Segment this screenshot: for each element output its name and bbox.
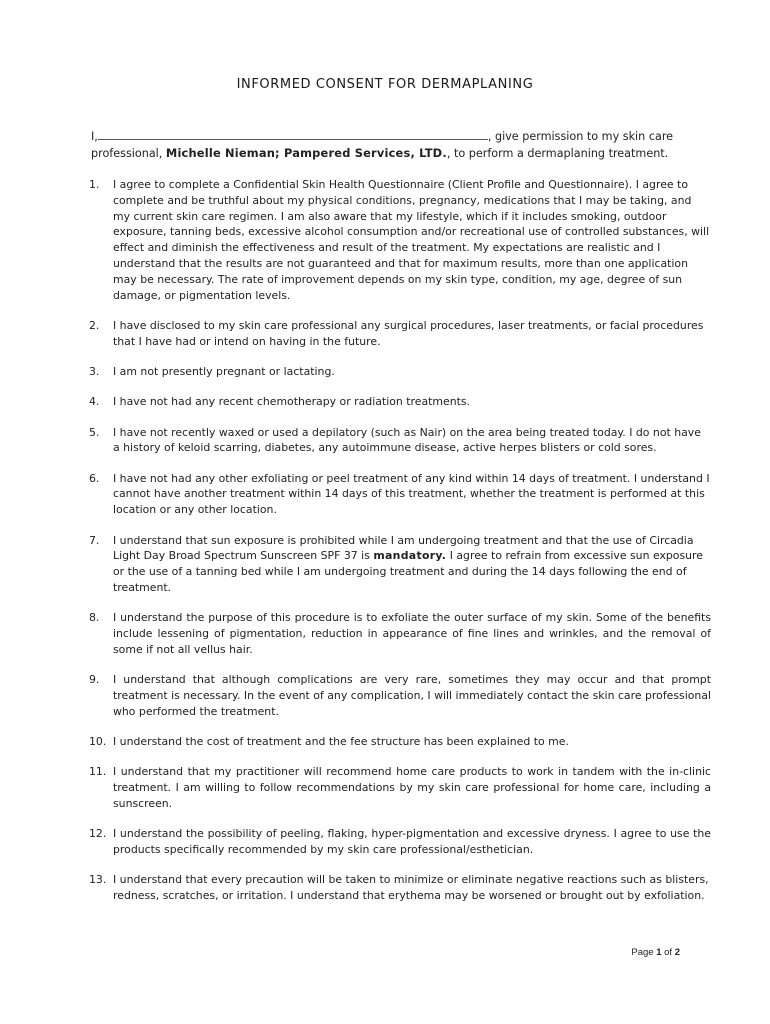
consent-item: [89, 364, 711, 380]
consent-item: [89, 533, 711, 596]
item-text-after: I agree to refrain from excessive sun exposure or the use of a tanning bed while I am undergoing treatment and during the 14 days following the end of treatment.: [113, 549, 703, 594]
item-number: 8.: [89, 611, 100, 625]
item-text: I understand that my practitioner will recommend home care products to work in tandem with the in-clinic treatment. I am willing to follow recommendations by my skin care professional for home care, including a sunscreen.: [113, 765, 711, 810]
item-number: 2.: [89, 318, 100, 332]
consent-intro: [91, 128, 711, 162]
intro-after-blank: , give permission to my skin care: [487, 130, 674, 143]
consent-item: [89, 826, 711, 858]
item-number: 6.: [89, 471, 100, 485]
item-number: 7.: [89, 533, 100, 547]
item-text: I understand the purpose of this procedure is to exfoliate the outer surface of my skin. Some of the benefits include lessening of pigmentation, reduction in appearance of fine lines and wrinkles, and the removal of some if not all vellus hair.: [113, 611, 711, 656]
item-text: I have not had any recent chemotherapy or radiation treatments.: [113, 395, 471, 409]
item-text: I am not presently pregnant or lactating.: [113, 364, 335, 378]
item-text: [113, 534, 703, 594]
item-number: 10.: [89, 735, 107, 749]
item-text: I understand that although complications are very rare, sometimes they may occur and that prompt treatment is necessary. In the event of any complication, I will immediately contact the skin care professional who performed the treatment.: [113, 673, 711, 718]
item-text: I understand that every precaution will be taken to minimize or eliminate negative reactions such as blisters, redness, scratches, or irritation. I understand that erythema may be worsened or brought out by exfoliation.: [113, 873, 709, 903]
item-number: 11.: [89, 765, 107, 779]
document-title: INFORMED CONSENT FOR DERMAPLANING: [236, 77, 534, 92]
consent-items-list: [89, 177, 711, 918]
consent-item: [89, 177, 711, 303]
page-footer: [560, 947, 680, 958]
consent-item: [89, 872, 711, 904]
client-name-blank-line: [98, 128, 488, 140]
item-number: 5.: [89, 425, 100, 439]
intro-line2-prefix: professional,: [91, 147, 163, 160]
item-text: I have disclosed to my skin care professional any surgical procedures, laser treatments, or facial procedures that I have had or intend on having in the future.: [113, 318, 704, 348]
intro-line2-suffix: , to perform a dermaplaning treatment.: [446, 147, 669, 160]
consent-item: [89, 672, 711, 719]
item-number: 13.: [89, 873, 107, 887]
consent-item: [89, 610, 711, 657]
provider-name: Michelle Nieman; Pampered Services, LTD.: [165, 146, 447, 160]
item-text: I understand the possibility of peeling, flaking, hyper-pigmentation and excessive dryness. I agree to use the products specifically recommended by my skin care professional/esthetician.: [113, 827, 711, 856]
item-number: 1.: [89, 178, 100, 191]
item-number: 3.: [89, 364, 100, 378]
page-total: 2: [674, 947, 680, 958]
item-number: 4.: [89, 395, 100, 409]
consent-item: [89, 764, 711, 811]
page-current: 1: [656, 947, 662, 958]
intro-prefix: I,: [91, 130, 98, 143]
item-text: I have not had any other exfoliating or peel treatment of any kind within 14 days of treatment. I understand I cannot have another treatment within 14 days of this treatment, whether the treatment is performed at this location or any other location.: [113, 471, 710, 517]
item-number: 12.: [89, 827, 107, 841]
consent-item: [89, 318, 711, 350]
item-text: I understand the cost of treatment and the fee structure has been explained to me.: [113, 735, 569, 749]
item-text: I have not recently waxed or used a depilatory (such as Nair) on the area being treated today. I do not have a history of keloid scarring, diabetes, any autoimmune disease, active herpes blisters or cold sores.: [113, 425, 701, 455]
page-word: Page: [631, 947, 654, 958]
consent-item: [89, 394, 711, 410]
mandatory-emphasis: mandatory.: [373, 549, 447, 563]
of-word: of: [664, 947, 673, 958]
item-text-before: I understand that sun exposure is prohibited while I am undergoing treatment and that the use of Circadia Light Day Broad Spectrum Sunscreen SPF 37 is: [113, 533, 694, 563]
item-text: I agree to complete a Confidential Skin Health Questionnaire (Client Profile and Questionnaire). I agree to complete and be truthful about my physical conditions, pregnancy, medications that I may be taking, and my current skin care regimen. I am also aware that my lifestyle, which if it includes smoking, outdoor exposure, tanning beds, excessive alcohol consumption and/or recreational use of controlled substances, will effect and diminish the effectiveness and result of the treatment. My expectations are realistic and I understand that the results are not guaranteed and that for maximum results, more than one application may be necessary. The rate of improvement depends on my skin type, condition, my age, degree of sun damage, or pigmentation levels.: [113, 178, 710, 302]
consent-item: [89, 471, 711, 518]
consent-item: [89, 425, 711, 457]
consent-item: [89, 734, 711, 750]
item-number: 9.: [89, 673, 100, 687]
